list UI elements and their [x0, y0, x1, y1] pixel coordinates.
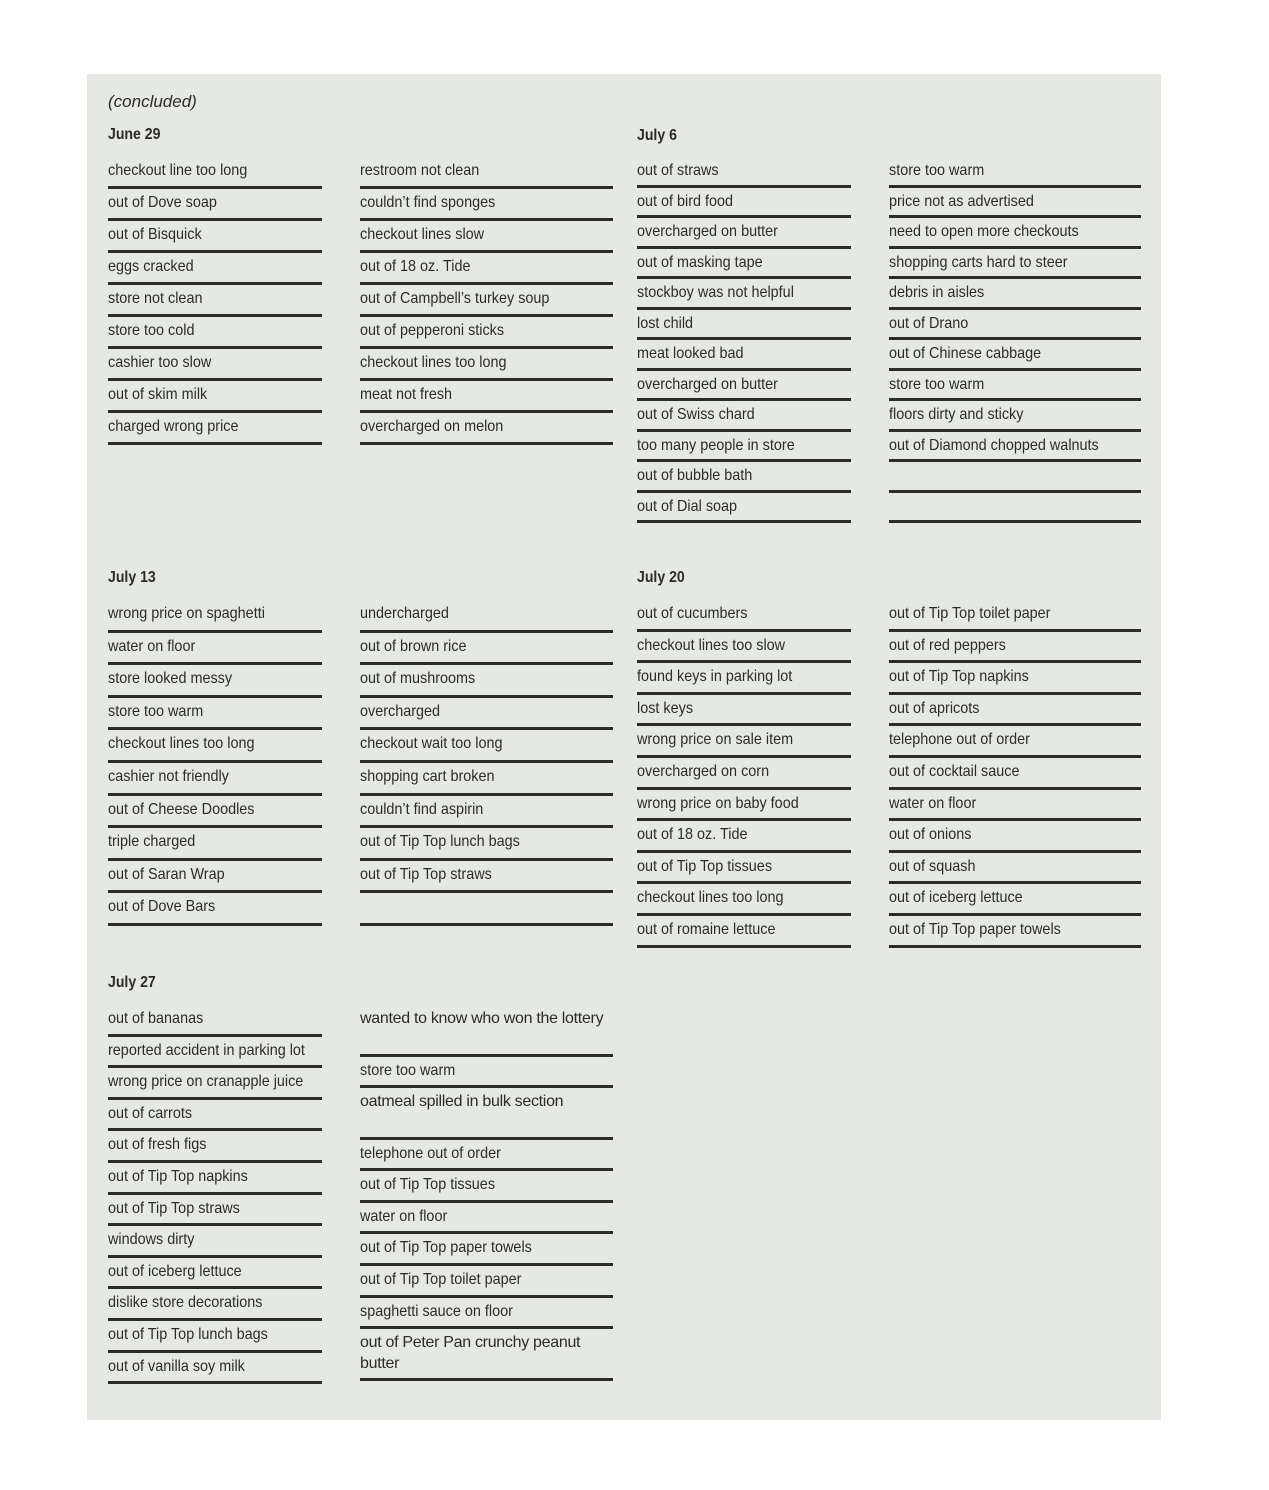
list-item-text: out of Saran Wrap — [108, 865, 225, 883]
list-item-text: debris in aisles — [889, 284, 985, 301]
list-item — [108, 1258, 322, 1290]
july13-column-2 — [360, 600, 613, 926]
list-item — [637, 853, 851, 885]
list-item-text: out of Tip Top napkins — [108, 1167, 248, 1185]
list-item-text: out of masking tape — [637, 253, 763, 271]
list-item-text: out of Tip Top tissues — [360, 1176, 496, 1194]
list-item — [108, 665, 322, 698]
list-item-text: out of Drano — [889, 314, 969, 332]
list-item-text: out of romaine lettuce — [637, 920, 776, 938]
list-item — [889, 663, 1141, 695]
list-item-text: out of Tip Top tissues — [637, 857, 773, 875]
list-item-text: dislike store decorations — [108, 1294, 263, 1312]
list-item-text: out of Diamond chopped walnuts — [889, 436, 1099, 454]
list-item-text: out of Tip Top toilet paper — [889, 605, 1051, 622]
list-item-text: out of bubble bath — [637, 467, 753, 484]
list-item-text: checkout lines slow — [360, 226, 485, 243]
list-item-text: checkout line too long — [108, 162, 248, 179]
july20-column-2 — [889, 600, 1141, 948]
list-item — [889, 600, 1141, 632]
list-item — [360, 413, 613, 445]
list-item-text: out of Swiss chard — [637, 406, 755, 423]
list-item-text: out of red peppers — [889, 636, 1006, 654]
list-item-text: out of bird food — [637, 192, 734, 210]
list-item — [108, 285, 322, 317]
list-item — [637, 493, 851, 524]
list-item-text: price not as advertised — [889, 192, 1034, 210]
list-item-text: out of cocktail sauce — [889, 762, 1020, 780]
list-item — [360, 1329, 613, 1381]
list-item — [108, 221, 322, 253]
list-item-text: out of pepperoni sticks — [360, 322, 505, 339]
list-item-text: out of Bisquick — [108, 226, 202, 243]
list-item — [360, 381, 613, 413]
list-item-text: wrong price on sale item — [637, 731, 794, 749]
list-item — [360, 1266, 613, 1298]
list-item — [360, 317, 613, 349]
heading-july-20: July 20 — [637, 569, 685, 586]
list-item-text: found keys in parking lot — [637, 668, 793, 686]
list-item — [360, 157, 613, 189]
list-item — [108, 763, 322, 796]
list-item — [108, 796, 322, 829]
list-item-text: out of iceberg lettuce — [108, 1262, 242, 1280]
list-item-text: floors dirty and sticky — [889, 406, 1024, 423]
list-item-text: checkout lines too long — [108, 735, 255, 753]
list-item-text: couldn’t find sponges — [360, 194, 496, 211]
list-item — [360, 189, 613, 221]
list-item — [637, 916, 851, 948]
list-item — [108, 1068, 322, 1100]
list-item — [360, 1234, 613, 1266]
list-item — [637, 821, 851, 853]
list-item — [637, 340, 851, 371]
june29-column-2 — [360, 157, 613, 445]
list-item — [637, 279, 851, 310]
list-item — [360, 1171, 613, 1203]
list-item — [889, 249, 1141, 280]
list-item-text: overcharged on butter — [637, 223, 778, 240]
list-item — [108, 828, 322, 861]
list-item-text: overcharged on butter — [637, 375, 778, 393]
list-item-text: out of mushrooms — [360, 670, 476, 688]
list-item — [108, 1037, 322, 1069]
list-item-text: water on floor — [360, 1207, 448, 1225]
list-item-text: out of Chinese cabbage — [889, 345, 1042, 362]
list-item-text: store too warm — [360, 1061, 456, 1079]
list-item — [889, 695, 1141, 727]
list-item — [108, 1100, 322, 1132]
list-item-text: out of Tip Top straws — [360, 865, 492, 883]
july13-column-1 — [108, 600, 322, 926]
list-item-text: out of Tip Top toilet paper — [360, 1270, 522, 1288]
list-item — [360, 861, 613, 894]
list-item-text: store too warm — [889, 162, 985, 179]
list-item — [108, 1321, 322, 1353]
list-item-text: out of apricots — [889, 699, 980, 717]
list-item — [889, 188, 1141, 219]
list-item-text: too many people in store — [637, 436, 795, 454]
list-item-text: checkout lines too long — [360, 354, 507, 371]
list-item-text: shopping cart broken — [360, 767, 495, 785]
list-item — [637, 310, 851, 341]
july27-column-2 — [360, 1005, 613, 1381]
list-item-text: couldn’t find aspirin — [360, 800, 484, 818]
list-item — [360, 1298, 613, 1330]
list-item — [637, 790, 851, 822]
list-item — [108, 157, 322, 189]
list-item-text: out of onions — [889, 826, 972, 844]
list-item — [889, 371, 1141, 402]
list-item-text: oatmeal spilled in bulk section — [360, 1093, 564, 1111]
list-item — [108, 381, 322, 413]
list-item-text: out of Dial soap — [637, 497, 738, 515]
list-item-text: shopping carts hard to steer — [889, 253, 1068, 271]
list-item — [360, 349, 613, 381]
july6-column-1 — [637, 157, 851, 523]
list-item — [108, 413, 322, 445]
list-item-text: wrong price on cranapple juice — [108, 1073, 304, 1091]
list-item — [889, 279, 1141, 310]
list-item — [108, 1163, 322, 1195]
july20-column-1 — [637, 600, 851, 948]
list-item — [108, 1195, 322, 1227]
list-item-text: water on floor — [889, 794, 977, 812]
list-item — [360, 665, 613, 698]
list-item-text: out of Peter Pan crunchy peanut butter — [360, 1334, 581, 1373]
list-item-text: windows dirty — [108, 1231, 195, 1249]
list-item-text: out of squash — [889, 857, 976, 875]
list-item — [108, 1289, 322, 1321]
list-item-text: out of carrots — [108, 1104, 193, 1122]
list-item — [637, 188, 851, 219]
list-item-text: meat looked bad — [637, 345, 744, 362]
list-item — [108, 317, 322, 349]
list-item — [889, 726, 1141, 758]
list-item-text: charged wrong price — [108, 418, 239, 435]
list-item — [108, 1353, 322, 1385]
list-item — [889, 157, 1141, 188]
list-item — [108, 861, 322, 894]
list-item — [637, 401, 851, 432]
list-item-text: out of cucumbers — [637, 605, 748, 622]
list-item-text: out of Cheese Doodles — [108, 800, 255, 818]
july27-column-1 — [108, 1005, 322, 1384]
list-item — [637, 462, 851, 493]
list-item — [108, 698, 322, 731]
list-item-text: out of Tip Top paper towels — [360, 1239, 532, 1257]
list-item — [637, 600, 851, 632]
list-item — [637, 884, 851, 916]
list-item-text: out of vanilla soy milk — [108, 1357, 245, 1375]
list-item-text: out of Dove soap — [108, 194, 217, 211]
list-item — [108, 1005, 322, 1037]
list-item — [889, 401, 1141, 432]
list-item-text: need to open more checkouts — [889, 223, 1079, 240]
list-item-text: out of Tip Top lunch bags — [108, 1325, 268, 1343]
list-item-text: out of straws — [637, 162, 719, 179]
list-item — [889, 218, 1141, 249]
list-item-text: out of Dove Bars — [108, 898, 216, 916]
list-item — [637, 157, 851, 188]
list-item-text: cashier not friendly — [108, 767, 229, 785]
list-item — [108, 730, 322, 763]
list-item — [360, 796, 613, 829]
list-item-text: out of brown rice — [360, 637, 467, 655]
list-item — [360, 1088, 613, 1140]
list-item-text: out of skim milk — [108, 386, 208, 403]
list-item — [108, 600, 322, 633]
list-item-text: out of 18 oz. Tide — [360, 258, 471, 275]
list-item-text: store too cold — [108, 322, 195, 339]
list-item — [108, 1131, 322, 1163]
list-item-text: lost child — [637, 314, 694, 332]
list-item-text: out of Tip Top lunch bags — [360, 833, 520, 851]
list-item-text: out of Tip Top paper towels — [889, 920, 1061, 938]
list-item-text: reported accident in parking lot — [108, 1041, 305, 1059]
list-item — [360, 221, 613, 253]
list-item-text: out of Tip Top straws — [108, 1199, 240, 1217]
list-item-text: stockboy was not helpful — [637, 284, 794, 301]
list-item — [889, 432, 1141, 463]
list-item-text: cashier too slow — [108, 354, 212, 371]
list-item-text: water on floor — [108, 637, 196, 655]
list-item — [360, 730, 613, 763]
list-item — [360, 1005, 613, 1057]
list-item — [360, 763, 613, 796]
list-item — [108, 349, 322, 381]
heading-july-6: July 6 — [637, 127, 677, 144]
july6-column-2 — [889, 157, 1141, 523]
list-item — [360, 828, 613, 861]
list-item-text: meat not fresh — [360, 386, 453, 403]
list-item — [637, 432, 851, 463]
list-item — [360, 1057, 613, 1089]
list-item-text: store too warm — [108, 702, 204, 720]
list-item — [889, 340, 1141, 371]
list-item — [889, 493, 1141, 524]
list-item — [889, 853, 1141, 885]
list-item — [637, 632, 851, 664]
list-item — [889, 758, 1141, 790]
list-item — [360, 253, 613, 285]
list-item — [637, 218, 851, 249]
list-item — [360, 285, 613, 317]
list-item — [889, 462, 1141, 493]
list-item-text: store too warm — [889, 375, 985, 393]
list-item-text: overcharged on corn — [637, 762, 770, 780]
list-item — [889, 916, 1141, 948]
list-item — [360, 698, 613, 731]
list-item-text: telephone out of order — [889, 731, 1030, 749]
list-item — [360, 633, 613, 666]
list-item-text: out of 18 oz. Tide — [637, 826, 748, 844]
heading-july-27: July 27 — [108, 974, 156, 991]
heading-june-29: June 29 — [108, 126, 161, 143]
list-item — [108, 633, 322, 666]
list-item — [108, 893, 322, 926]
list-item — [360, 600, 613, 633]
list-item — [360, 1140, 613, 1172]
list-item — [108, 253, 322, 285]
list-item — [637, 371, 851, 402]
list-item-text: checkout wait too long — [360, 735, 503, 753]
list-item — [889, 884, 1141, 916]
list-item-text: store not clean — [108, 290, 203, 307]
list-item-text: out of Tip Top napkins — [889, 668, 1029, 686]
list-item-text: checkout lines too slow — [637, 636, 786, 654]
list-item — [637, 249, 851, 280]
list-item-text: out of fresh figs — [108, 1136, 207, 1154]
list-item — [360, 893, 613, 926]
list-item-text: triple charged — [108, 833, 196, 851]
list-item — [889, 790, 1141, 822]
list-item — [889, 821, 1141, 853]
june29-column-1 — [108, 157, 322, 445]
list-item-text: telephone out of order — [360, 1144, 501, 1162]
list-item — [889, 310, 1141, 341]
list-item-text: restroom not clean — [360, 162, 480, 179]
list-item — [637, 663, 851, 695]
list-item-text: out of bananas — [108, 1010, 204, 1027]
heading-july-13: July 13 — [108, 569, 156, 586]
list-item — [889, 632, 1141, 664]
list-item-text: overcharged on melon — [360, 418, 504, 435]
list-item-text: wanted to know who won the lottery — [360, 1010, 604, 1027]
list-item-text: spaghetti sauce on floor — [360, 1302, 513, 1320]
list-item — [108, 1226, 322, 1258]
list-item — [637, 695, 851, 727]
list-item-text: wrong price on baby food — [637, 794, 799, 812]
list-item-text: out of Campbell’s turkey soup — [360, 290, 550, 307]
concluded-caption: (concluded) — [108, 92, 197, 111]
list-item-text: lost keys — [637, 699, 694, 717]
list-item — [360, 1203, 613, 1235]
list-item — [108, 189, 322, 221]
list-item — [637, 758, 851, 790]
list-item-text: eggs cracked — [108, 258, 194, 275]
list-item-text: undercharged — [360, 605, 449, 622]
list-item-text: overcharged — [360, 702, 441, 720]
list-item-text: wrong price on spaghetti — [108, 605, 265, 622]
list-item-text: checkout lines too long — [637, 889, 784, 907]
list-item-text: store looked messy — [108, 670, 233, 688]
list-item-text: out of iceberg lettuce — [889, 889, 1023, 907]
list-item — [637, 726, 851, 758]
